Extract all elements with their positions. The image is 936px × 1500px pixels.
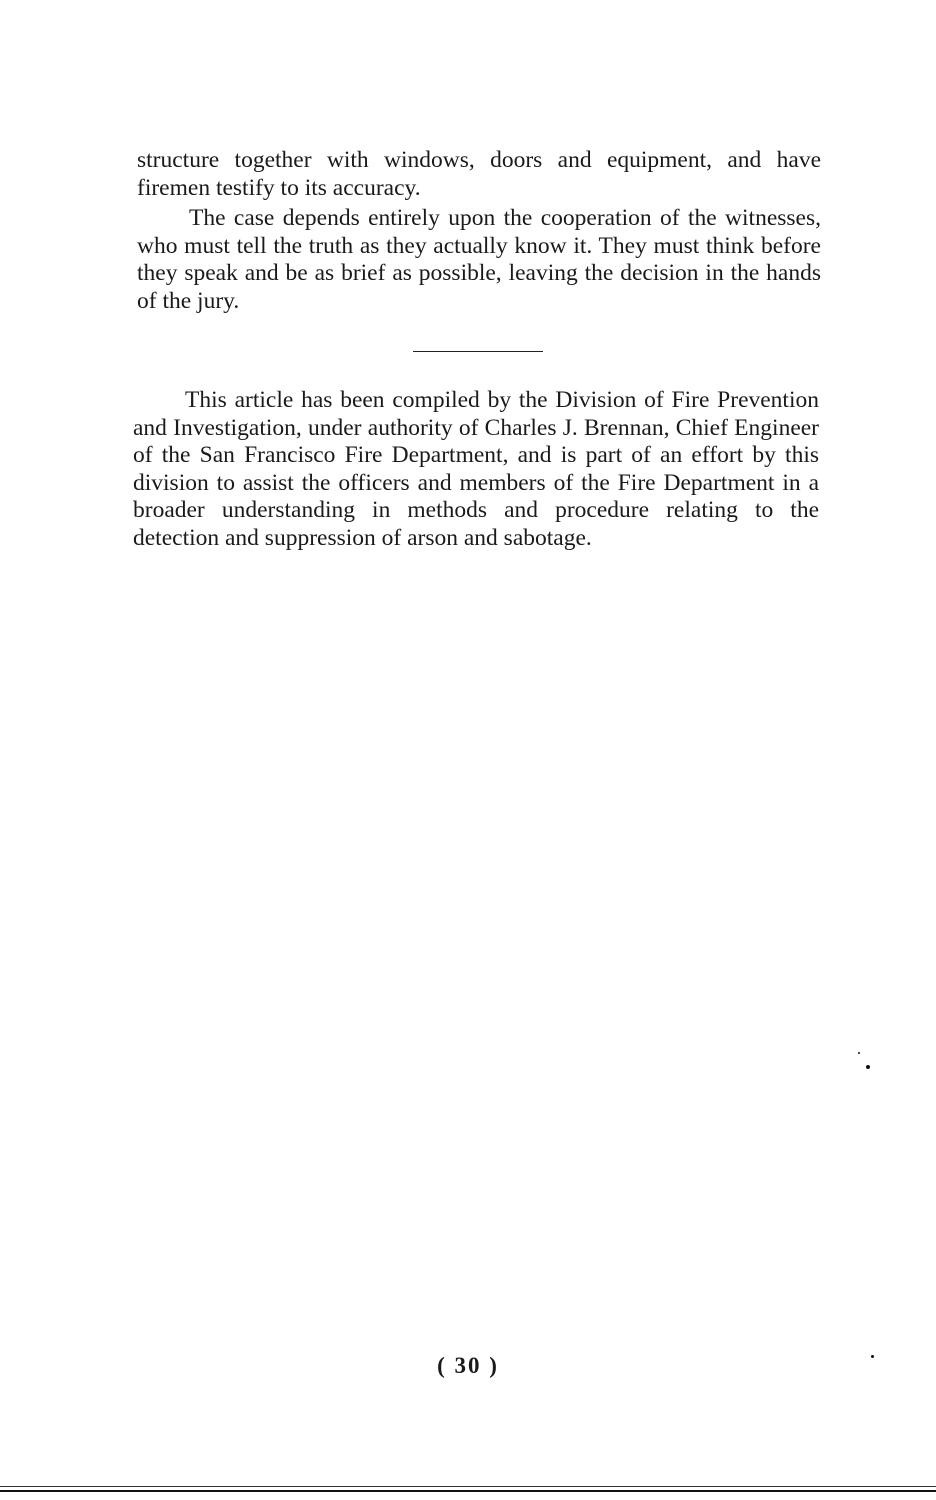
scan-speck [871, 1355, 874, 1358]
author-note-block [133, 387, 819, 552]
section-divider [413, 351, 543, 352]
scan-edge-line-bottom [0, 1490, 936, 1492]
page-number: ( 30 ) [437, 1353, 499, 1378]
author-note-paragraph: This article has been compiled by the Division of Fire Prevention and Investigation, under authority of Charles J. Brennan, Chief Engineer of the San Francisco Fire Department, and is part of an effort by this division to assist the officers and members of the Fire Department in a broader understanding in methods and procedure relating to the detection and suppression of arson and sabotage. [133, 387, 819, 551]
paragraph-continuation: structure together with windows, doors and equipment, and have firemen testify to its accuracy. [137, 147, 821, 201]
scan-speck [866, 1065, 870, 1069]
paragraph-witnesses: The case depends entirely upon the cooperation of the witnesses, who must tell the truth as they actually know it. They must think before they speak and be as brief as possible, leaving the decision in the hands of the jury. [137, 205, 821, 314]
scan-speck [858, 1052, 860, 1054]
body-text-block [137, 147, 821, 315]
scan-edge-line [0, 1486, 936, 1487]
